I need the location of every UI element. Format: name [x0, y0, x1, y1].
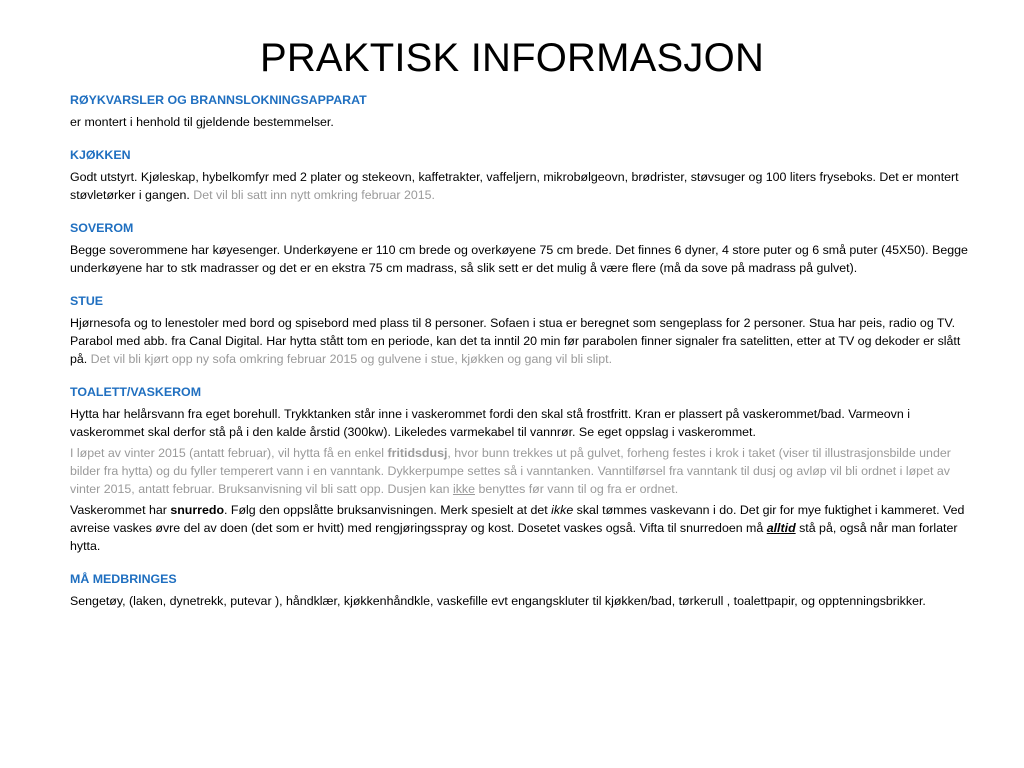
living-text: Hjørnesofa og to lenestoler med bord og spisebord med plass til 8 personer. Sofaen i stua er beregnet som sengeplass for 2 personer. Stua har peis, radio og TV. Parabol med abb. fra Canal Digital. Har hytta stått tom en periode, kan det ta inntil 20 min før parabolen finner signaler fra satelitten, etter at TV og dekoder er slått på. [70, 316, 961, 366]
toilet-paragraph-2 [70, 444, 980, 498]
page-title: PRAKTISK INFORMASJON [259, 36, 765, 80]
section-heading-toilet: TOALETT/VASKEROM [70, 385, 202, 399]
toilet-p3-part-e: skal tømmes vaskevann i do. Det gir for mye fuktighet i kammeret. Ved avreise vaskes øvre del av doen (det som er hvitt) med rengjøringsspray og kost. Dosetet vaskes også. Vifta til snurredoen må [70, 503, 965, 535]
section-heading-living: STUE [70, 294, 104, 308]
toilet-p3-snurredo: snurredo [170, 503, 225, 517]
section-kitchen [70, 146, 980, 204]
toilet-p2-ikke: ikke [452, 482, 475, 496]
section-heading-smoke: RØYKVARSLER OG BRANNSLOKNINGSAPPARAT [70, 93, 367, 107]
section-text-kitchen [70, 168, 980, 204]
section-text-living [70, 314, 980, 368]
section-bring [70, 570, 980, 610]
section-toilet [70, 383, 980, 555]
toilet-paragraph-1: Hytta har helårsvann fra eget borehull. Trykktanken står inne i vaskerommet fordi den skal stå frostfritt. Kran er plassert på vaskerommet/bad. Varmeovn i vaskerommet skal derfor stå på i den kalde årstid (300kw). Likeledes varmekabel til vannrør. Se eget oppslag i vaskerommet. [70, 407, 910, 439]
toilet-p2-part-c: , hvor bunn trekkes ut på gulvet, forheng festes i krok i taket (viser til illustrasjonsbilde under bilder fra hytta) og du fyller temperert vann i en vanntank. Dykkerpumpe settes så i vanntanken. Vanntilførsel fra vanntank til dusj og avløp vil bli ordnet i løpet av vinter 2015, antatt februar. Bruksanvisning vil bli satt opp. Dusjen kan [70, 446, 951, 496]
toilet-p2-part-e: benyttes før vann til og fra er ordnet. [475, 482, 679, 496]
section-living [70, 292, 980, 368]
section-smoke [70, 91, 980, 131]
section-text-bedroom: Begge soverommene har køyesenger. Underkøyene er 110 cm brede og overkøyene 75 cm brede. Det finnes 6 dyner, 4 store puter og 6 små puter (45X50). Begge underkøyene har to stk madrasser og det er en ekstra 75 cm madrass, så slik sett er det mulig å være flere (må da sove på madrass på gulvet). [70, 243, 968, 275]
section-heading-bring: MÅ MEDBRINGES [70, 572, 177, 586]
toilet-p2-part-a: I løpet av vinter 2015 (antatt februar), vil hytta få en enkel [70, 446, 388, 460]
toilet-p3-alltid: alltid [766, 521, 796, 535]
section-text-bring: Sengetøy, (laken, dynetrekk, putevar ), håndklær, kjøkkenhåndkle, vaskefille evt engangskluter til kjøkken/bad, tørkerull , toalettpapir, og opptenningsbrikker. [70, 594, 926, 608]
living-note: Det vil bli kjørt opp ny sofa omkring februar 2015 og gulvene i stue, kjøkken og gang vil bli slipt. [90, 352, 613, 366]
toilet-paragraph-3 [70, 501, 980, 555]
toilet-p3-part-c: . Følg den oppslåtte bruksanvisningen. Merk spesielt at det [224, 503, 552, 517]
kitchen-text: Godt utstyrt. Kjøleskap, hybelkomfyr med 2 plater og stekeovn, kaffetrakter, vaffeljern, mikrobølgeovn, brødrister, støvsuger og 100 liters fryseboks. Det er montert støvletørker i gangen. [70, 170, 959, 202]
section-heading-kitchen: KJØKKEN [70, 148, 131, 162]
kitchen-note: Det vil bli satt inn nytt omkring februar 2015. [193, 188, 435, 202]
toilet-p3-part-a: Vaskerommet har [70, 503, 171, 517]
toilet-p3-ikke: ikke [551, 503, 574, 517]
section-heading-bedroom: SOVEROM [70, 221, 134, 235]
section-text-smoke: er montert i henhold til gjeldende bestemmelser. [70, 115, 334, 129]
toilet-p3-part-g: stå på, også når man forlater hytta. [70, 521, 958, 553]
toilet-p2-fritidsdusj: fritidsdusj [387, 446, 448, 460]
section-bedroom [70, 219, 980, 277]
content-body [70, 91, 980, 625]
